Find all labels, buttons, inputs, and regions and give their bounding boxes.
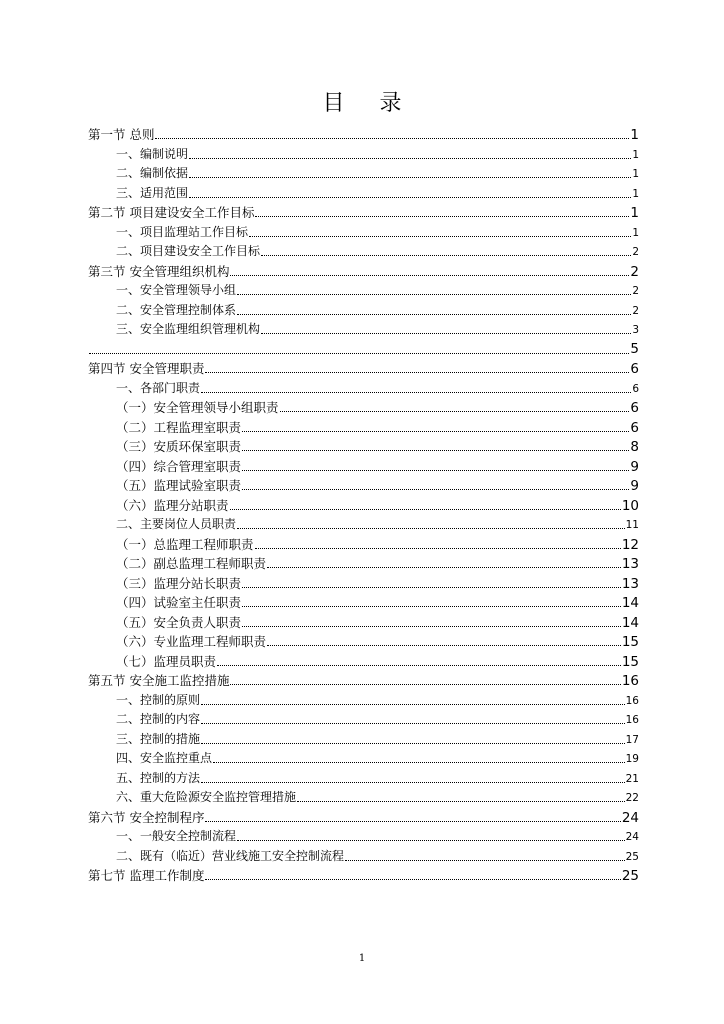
toc-entry[interactable] [88,788,639,808]
toc-entry-label: （二）工程监理室职责 [116,419,242,435]
toc-entry-page: 15 [621,653,639,670]
toc-entry-page: 1 [630,127,639,143]
toc-entry-page: 25 [625,850,639,863]
toc-entry[interactable] [88,671,639,691]
dot-leader [255,548,621,549]
dot-leader [230,509,621,510]
toc-entry-label: （四）综合管理室职责 [116,458,242,474]
toc-entry-page: 16 [621,673,639,689]
toc-entry[interactable] [88,866,639,886]
toc-entry-page: 2 [632,246,639,258]
toc-entry-label: 第一节 总则 [88,127,155,142]
toc-entry[interactable] [88,418,639,438]
toc-entry-page: 1 [632,226,639,239]
toc-entry-page: 1 [632,187,639,200]
toc-entry[interactable] [88,281,639,301]
toc-entry[interactable] [88,320,639,340]
toc-entry-label: 二、安全管理控制体系 [116,302,237,317]
toc-entry-page: 3 [632,324,639,336]
toc-entry-page: 22 [625,792,639,804]
toc-entry[interactable] [88,847,639,867]
toc-entry[interactable] [88,710,639,730]
toc-entry[interactable] [88,262,639,282]
dot-leader [345,860,625,861]
toc-entry-page: 11 [625,519,639,531]
dot-leader [242,489,629,490]
toc-entry[interactable] [88,184,639,204]
toc-entry[interactable] [88,749,639,769]
dot-leader [201,723,625,724]
toc-entry-page: 6 [632,382,639,395]
toc-entry-page: 12 [621,536,639,553]
dot-leader [242,587,621,588]
toc-entry-page: 16 [625,714,639,726]
toc-entry[interactable] [88,554,639,574]
toc-entry-page: 10 [621,497,639,514]
toc-entry-page: 14 [621,595,639,611]
toc-entry-label: （一）安全管理领导小组职责 [116,400,279,415]
toc-entry-label: 三、安全监理组织管理机构 [116,322,261,336]
dot-leader [267,567,621,568]
toc-entry-page: 25 [621,868,639,884]
toc-entry-label: （六）专业监理工程师职责 [116,634,267,649]
toc-entry-label: 一、各部门职责 [116,380,201,395]
dot-leader [237,314,631,315]
toc-entry-page: 17 [625,733,639,746]
toc-entry-label: 第二节 项目建设安全工作目标 [88,205,255,220]
toc-entry-label: 二、编制依据 [116,166,189,180]
dot-leader [242,431,629,432]
toc-entry-page: 1 [632,168,639,180]
toc-entry-page: 2 [632,285,639,297]
toc-entry-page: 14 [621,614,639,631]
dot-leader [255,216,629,217]
toc-entry-label: 二、项目建设安全工作目标 [116,244,261,258]
toc-entry[interactable] [88,301,639,321]
toc-entry[interactable] [88,125,639,145]
dot-leader [230,275,629,276]
dot-leader [261,333,631,334]
toc-entry-label: （五）监理试验室职责 [116,478,242,493]
toc-entry-page: 1 [632,148,639,161]
dot-leader [242,626,621,627]
toc-entry-label: （二）副总监理工程师职责 [116,556,267,571]
toc-entry-label: 二、主要岗位人员职责 [116,517,237,531]
toc-entry-page: 2 [630,263,639,280]
toc-entry-label: （一）总监理工程师职责 [116,536,254,552]
toc-entry-page: 6 [630,400,639,416]
toc-entry[interactable] [88,808,639,828]
toc-entry-label: （七）监理员职责 [116,653,217,669]
dot-leader [280,411,630,412]
dot-leader [201,392,631,393]
toc-entry-label: 第五节 安全施工监控措施 [88,673,230,688]
toc-entry[interactable] [88,574,639,594]
dot-leader [205,372,629,373]
toc-entry[interactable] [88,613,639,633]
toc-entry-label: 一、一般安全控制流程 [116,829,237,843]
toc-entry[interactable] [88,496,639,516]
toc-entry-label: （三）安质环保室职责 [116,439,242,454]
toc-entry-page: 8 [630,439,639,455]
toc-entry-label: 二、控制的内容 [116,712,201,726]
toc-entry-page: 6 [630,419,639,436]
toc-entry[interactable] [88,203,639,223]
dot-leader [201,743,625,744]
toc-entry-page: 15 [621,634,639,650]
toc-entry-label: 六、重大危险源安全监控管理措施 [116,790,297,804]
toc-entry[interactable] [88,242,639,262]
dot-leader [201,704,625,705]
toc-entry-label: （四）试验室主任职责 [116,595,242,610]
toc-entry-page: 6 [630,361,639,377]
toc-entry-label: 一、项目监理站工作目标 [116,224,249,239]
dot-leader [237,840,625,841]
dot-leader [242,450,629,451]
dot-leader [237,528,625,529]
toc-entry[interactable] [88,437,639,457]
dot-leader [249,236,631,237]
dot-leader [205,821,620,822]
toc-entry[interactable] [88,515,639,535]
dot-leader [261,255,631,256]
toc-entry[interactable] [88,359,639,379]
toc-entry-page: 2 [632,304,639,317]
toc-entry[interactable] [88,476,639,496]
toc-entry-label: 三、适用范围 [116,185,189,200]
toc-entry-page: 13 [621,556,639,572]
dot-leader [213,762,625,763]
toc-entry[interactable] [88,593,639,613]
toc-entry[interactable] [88,730,639,750]
dot-leader [189,158,631,159]
dot-leader [205,879,620,880]
toc-entry[interactable] [88,398,639,418]
toc-entry-page: 24 [621,809,639,826]
toc-entry-page: 24 [625,831,639,843]
dot-leader [237,294,631,295]
toc-entry-page: 9 [630,458,639,475]
toc-entry-page: 19 [625,753,639,765]
toc-entry-label: （三）监理分站长职责 [116,575,242,591]
toc-entry[interactable] [88,145,639,165]
toc-entry-page: 16 [625,694,639,707]
toc-entry-label: 第六节 安全控制程序 [88,809,205,825]
dot-leader [242,606,621,607]
dot-leader [189,177,631,178]
table-of-contents [88,125,639,886]
toc-entry-label: 五、控制的方法 [116,770,201,785]
toc-entry-label: 四、安全监控重点 [116,751,213,765]
dot-leader [230,684,620,685]
dot-leader [155,138,629,139]
toc-entry-label: 第七节 监理工作制度 [88,868,205,883]
toc-entry-label: 第三节 安全管理组织机构 [88,263,230,279]
toc-entry-page: 9 [630,478,639,494]
dot-leader [201,782,625,783]
toc-entry-page: 1 [630,205,639,221]
toc-entry[interactable] [88,223,639,243]
page-number: 1 [358,953,366,964]
toc-entry[interactable] [88,769,639,789]
toc-entry[interactable] [88,632,639,652]
toc-entry-label: （六）监理分站职责 [116,497,229,513]
toc-entry[interactable] [88,535,639,555]
toc-entry[interactable] [88,379,639,399]
toc-entry-page: 13 [621,575,639,592]
toc-entry-label: 一、安全管理领导小组 [116,283,237,297]
dot-leader [242,470,629,471]
toc-entry[interactable] [88,164,639,184]
toc-entry[interactable] [88,827,639,847]
toc-entry-label: （五）安全负责人职责 [116,614,242,630]
dot-leader [89,353,629,354]
toc-entry-page: 5 [630,340,639,357]
toc-entry[interactable] [88,691,639,711]
toc-entry-label: 第四节 安全管理职责 [88,361,205,376]
dot-leader [297,801,625,802]
dot-leader [217,665,621,666]
toc-entry[interactable] [88,457,639,477]
toc-entry-label: 三、控制的措施 [116,731,201,746]
toc-entry[interactable] [88,652,639,672]
page-title: 目 录 [322,91,416,116]
toc-entry-label: 二、既有（临近）营业线施工安全控制流程 [116,848,345,863]
toc-entry-label: 一、编制说明 [116,146,189,161]
dot-leader [267,645,621,646]
dot-leader [189,197,631,198]
toc-entry-page: 21 [625,772,639,785]
toc-entry[interactable] [88,340,639,360]
toc-entry-label: 一、控制的原则 [116,692,201,707]
